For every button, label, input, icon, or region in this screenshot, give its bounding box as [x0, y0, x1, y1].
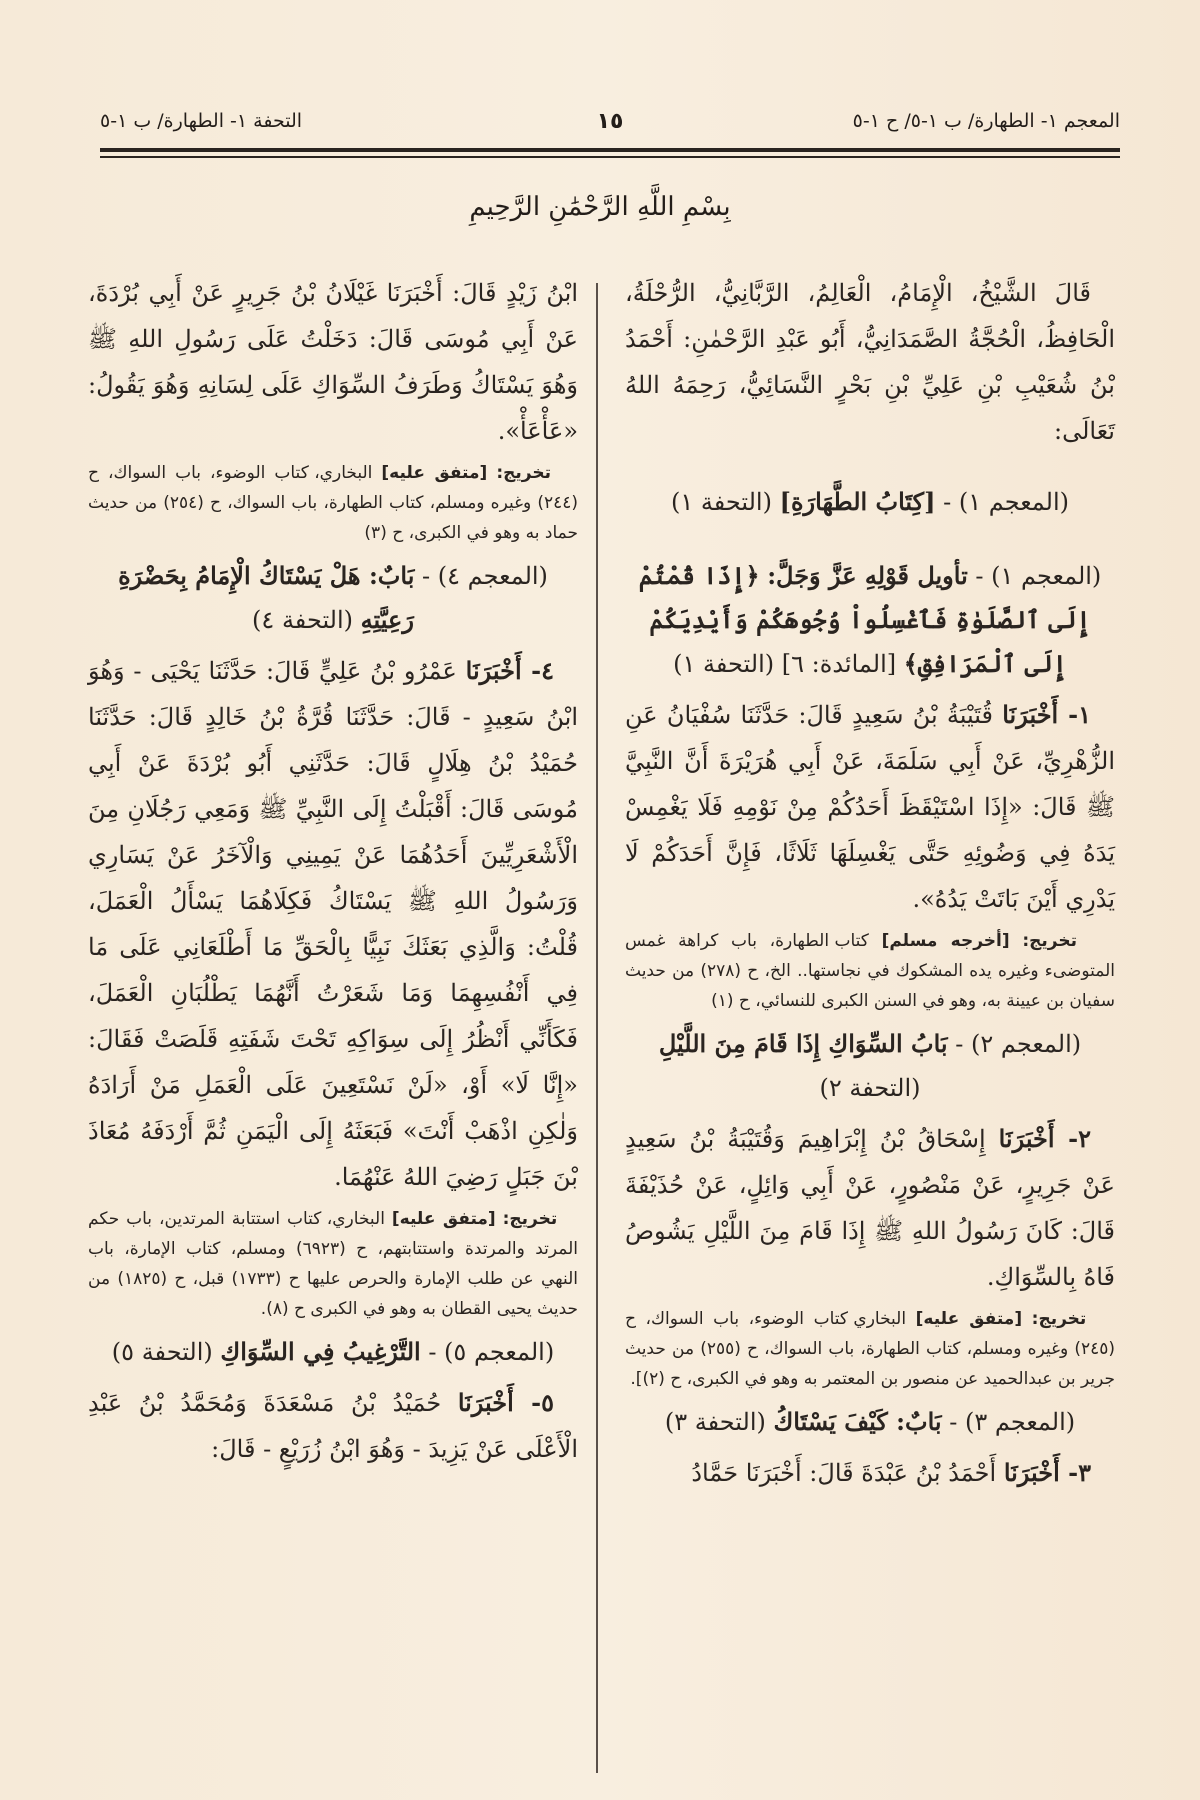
- header-rule-thick: [100, 148, 1120, 152]
- hadith-2: ٢- أَخْبَرَنَا إِسْحَاقُ بْنُ إِبْرَاهِيمَ وَقُتَيْبَةُ بْنُ سَعِيدٍ عَنْ جَرِيرٍ، عَنْ مَنْصُورٍ، عَنْ أَبِي وَائِلٍ، عَنْ حُذَيْفَةَ قَالَ: كَانَ رَسُولُ اللهِ ﷺ إِذَا قَامَ مِنَ اللَّيْلِ يَشُوصُ فَاهُ بِالسِّوَاكِ.: [625, 1124, 1115, 1291]
- hadith-4: ٤- أَخْبَرَنَا عَمْرُو بْنُ عَلِيٍّ قَالَ: حَدَّثَنَا يَحْيَى - وَهُوَ ابْنُ سَعِيدٍ - قَالَ: حَدَّثَنَا قُرَّةُ بْنُ خَالِدٍ قَالَ: حَدَّثَنَا حُمَيْدُ بْنُ هِلَالٍ قَالَ: حَدَّثَنِي أَبُو بُرْدَةَ عَنْ أَبِي مُوسَى قَالَ: أَقْبَلْتُ إِلَى النَّبِيِّ ﷺ وَمَعِي رَجُلَانِ مِنَ الْأَشْعَرِيِّينَ أَحَدُهُمَا عَنْ يَمِينِي وَالْآخَرُ عَنْ يَسَارِي وَرَسُولُ اللهِ ﷺ يَسْتَاكُ فَكِلَاهُمَا يَسْأَلُ الْعَمَلَ، قُلْتُ: وَالَّذِي بَعَثَكَ نَبِيًّا بِالْحَقِّ مَا أَطْلَعَانِي عَلَى مَا فِي أَنْفُسِهِمَا وَمَا شَعَرْتُ أَنَّهُمَا يَطْلُبَانِ الْعَمَلَ، فَكَأَنِّي أَنْظُرُ إِلَى سِوَاكِهِ تَحْتَ شَفَتِهِ قَلَصَتْ فَقَالَ: «إِنَّا لَا» أَوْ، «لَنْ نَسْتَعِينَ عَلَى الْعَمَلِ مَنْ أَرَادَهُ وَلٰكِنِ اذْهَبْ أَنْتَ» فَبَعَثَهُ إِلَى الْيَمَنِ ثُمَّ أَرْدَفَهُ مُعَاذَ بْنَ جَبَلٍ رَضِيَ اللهُ عَنْهُمَا.: [88, 656, 578, 1191]
- chapter-2-heading: (المعجم ٢) - بَابُ السِّوَاكِ إِذَا قَامَ مِنَ اللَّيْلِ (التحفة ٢): [658, 1029, 1082, 1102]
- left-running-title: التحفة ١- الطهارة/ ب ١-٥: [100, 110, 303, 132]
- right-running-title: المعجم ١- الطهارة/ ب ١-٥/ ح ١-٥: [852, 110, 1120, 132]
- chapter-3-heading: (المعجم ٣) - بَابٌ: كَيْفَ يَسْتَاكُ (التحفة ٣): [664, 1407, 1076, 1436]
- hadith-3-continuation: ابْنُ زَيْدٍ قَالَ: أَخْبَرَنَا غَيْلَانُ بْنُ جَرِيرٍ عَنْ أَبِي بُرْدَةَ، عَنْ أَبِي مُوسَى قَالَ: دَخَلْتُ عَلَى رَسُولِ اللهِ ﷺ وَهُوَ يَسْتَاكُ وَطَرَفُ السِّوَاكِ عَلَى لِسَانِهِ وَهُوَ يَقُولُ: «عَأْعَأْ».: [88, 279, 578, 445]
- hadith-4-takhrij: تخريج: [متفق عليه] البخاري، كتاب استتابة المرتدين، باب حكم المرتد والمرتدة واستتابتهم، ح (٦٩٢٣) ومسلم، كتاب الإمارة، باب النهي عن طلب الإمارة والحرص عليها ح (١٧٣٣) قبل، ح (١٨٢٥) من حديث يحيى القطان به وهو في الكبرى ح (٨).: [88, 1209, 578, 1319]
- chapter-5-heading: (المعجم ٥) - التَّرْغِيبُ فِي السِّوَاكِ (التحفة ٥): [111, 1337, 555, 1366]
- running-header: [100, 104, 1120, 138]
- right-column: [625, 270, 1115, 1496]
- hadith-5-start: ٥- أَخْبَرَنَا حُمَيْدُ بْنُ مَسْعَدَةَ وَمُحَمَّدُ بْنُ عَبْدِ الْأَعْلَى عَنْ يَزِيدَ - وَهُوَ ابْنُ زُرَيْعٍ - قَالَ:: [88, 1388, 578, 1463]
- chapter-1-heading: (المعجم ١) - تأويل قَوْلِهِ عَزَّ وَجَلَّ: ﴿إِذَا قُمْتُمْ إِلَى ٱلصَّلَوٰةِ فَٱغْسِلُواْ وُجُوهَكُمْ وَأَيْدِيَكُمْ إِلَى ٱلْمَرَافِقِ﴾ [المائدة: ٦] (التحفة ١): [638, 561, 1102, 678]
- header-rule-thin: [100, 156, 1120, 158]
- hadith-1: ١- أَخْبَرَنَا قُتَيْبَةُ بْنُ سَعِيدٍ قَالَ: حَدَّثَنَا سُفْيَانُ عَنِ الزُّهْرِيِّ، عَنْ أَبِي سَلَمَةَ، عَنْ أَبِي هُرَيْرَةَ أَنَّ النَّبِيَّ ﷺ قَالَ: «إِذَا اسْتَيْقَظَ أَحَدُكُمْ مِنْ نَوْمِهِ فَلَا يَغْمِسْ يَدَهُ فِي وَضُوئِهِ حَتَّى يَغْسِلَهَا ثَلَاثًا، فَإِنَّ أَحَدَكُمْ لَا يَدْرِي أَيْنَ بَاتَتْ يَدُهُ».: [625, 700, 1115, 913]
- hadith-3-takhrij: تخريج: [متفق عليه] البخاري، كتاب الوضوء، باب السواك، ح (٢٤٤) وغيره ومسلم، كتاب الطهارة، باب السواك، ح (٢٥٤) من حديث حماد به وهو في الكبرى، ح (٣): [88, 463, 579, 543]
- basmala: بِسْمِ اللَّهِ الرَّحْمَٰنِ الرَّحِيمِ: [469, 192, 731, 222]
- hadith-3-start: ٣- أَخْبَرَنَا أَحْمَدُ بْنُ عَبْدَةَ قَالَ: أَخْبَرَنَا حَمَّادُ: [691, 1458, 1091, 1487]
- page-number: ١٥: [596, 108, 624, 134]
- chapter-4-heading: (المعجم ٤) - بَابٌ: هَلْ يَسْتَاكُ الْإِمَامُ بِحَضْرَةِ رَعِيَّتِهِ (التحفة ٤): [118, 561, 548, 634]
- book-title: [كِتَابُ الطَّهَارَةِ]: [779, 487, 936, 516]
- left-column: [88, 270, 578, 1472]
- column-divider: [596, 283, 598, 1773]
- book-heading: (المعجم ١) - [كِتَابُ الطَّهَارَةِ] (التحفة ١): [670, 487, 1069, 516]
- intro-paragraph: قَالَ الشَّيْخُ، الْإِمَامُ، الْعَالِمُ، الرَّبَّانِيُّ، الرُّحْلَةُ، الْحَافِظُ، الْحُجَّةُ الصَّمَدَانِيُّ، أَبُو عَبْدِ الرَّحْمٰنِ: أَحْمَدُ بْنُ شُعَيْبِ بْنِ عَلِيِّ بْنِ بَحْرٍ النَّسَائِيُّ، رَحِمَهُ اللهُ تَعَالَى:: [625, 279, 1115, 445]
- quran-verse: ﴿إِذَا قُمْتُمْ إِلَى ٱلصَّلَوٰةِ فَٱغْسِلُواْ وُجُوهَكُمْ وَأَيْدِيَكُمْ إِلَى ٱلْمَرَافِقِ﴾: [638, 561, 1091, 678]
- hadith-1-takhrij: تخريج: [أخرجه مسلم] كتاب الطهارة، باب كراهة غمس المتوضىء وغيره يده المشكوك في نجاستها.. الخ، ح (٢٧٨) من حديث سفيان بن عيينة به، وهو في السنن الكبرى للنسائي، ح (١): [625, 931, 1115, 1011]
- hadith-2-takhrij: تخريج: [متفق عليه] البخاري كتاب الوضوء، باب السواك، ح (٢٤٥) وغيره ومسلم، كتاب الطهارة، باب السواك، ح (٢٥٥) من حديث جرير بن عبدالحميد عن منصور بن المعتمر به وهو في الكبرى، ح (٢)].: [625, 1309, 1116, 1389]
